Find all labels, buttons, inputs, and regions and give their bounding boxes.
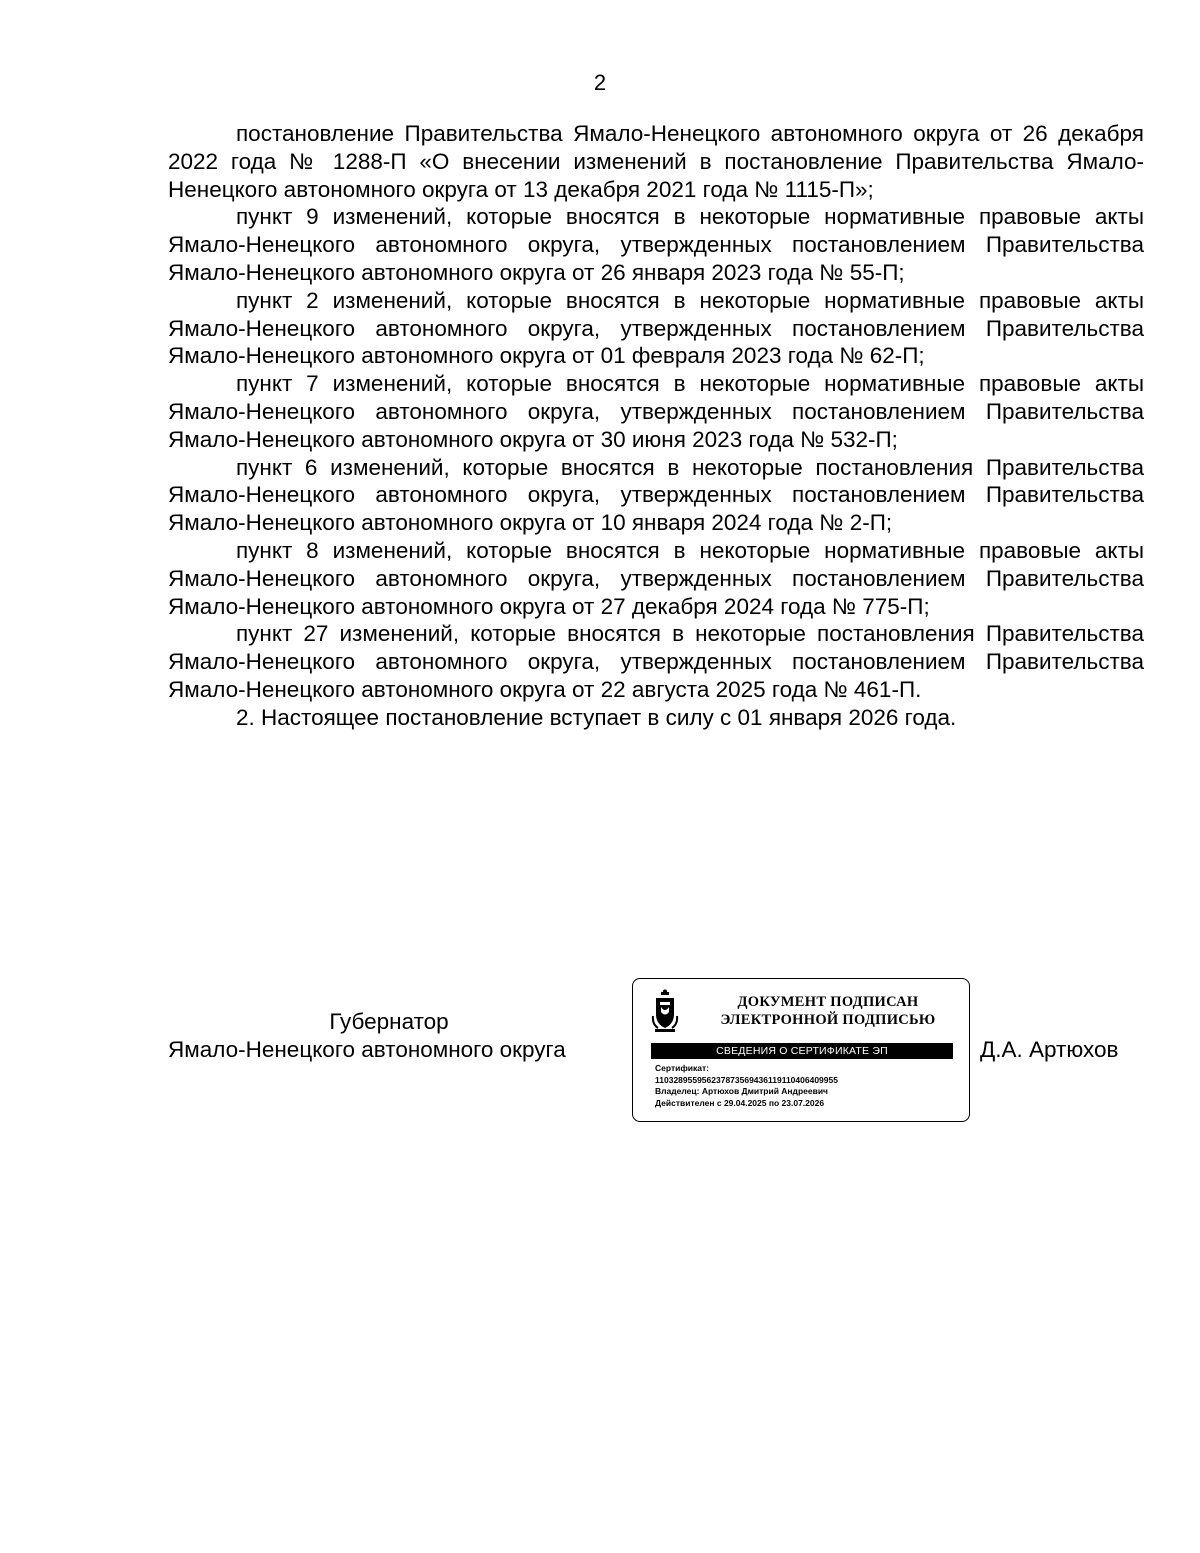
document-body (168, 120, 1144, 732)
paragraph: пункт 2 изменений, которые вносятся в некоторые нормативные правовые акты Ямало-Ненецкого автономного округа, утвержденных постановлением Правительства Ямало-Ненецкого автономного округа от 01 февраля 2023 года № 62-П; (168, 287, 1144, 369)
paragraph: 2. Настоящее постановление вступает в силу с 01 января 2026 года. (236, 704, 957, 730)
certificate-info (655, 1063, 838, 1109)
signer-name: Д.А. Артюхов (980, 1037, 1119, 1062)
position-title: Губернатор (329, 1009, 449, 1034)
certificate-validity: Действителен с 29.04.2025 по 23.07.2026 (655, 1097, 825, 1108)
paragraph: пункт 7 изменений, которые вносятся в некоторые нормативные правовые акты Ямало-Ненецкого автономного округа, утвержденных постановлением Правительства Ямало-Ненецкого автономного округа от 30 июня 2023 года № 532-П; (168, 371, 1144, 452)
certificate-owner: Владелец: Артюхов Дмитрий Андреевич (655, 1086, 828, 1096)
certificate-header-bar: СВЕДЕНИЯ О СЕРТИФИКАТЕ ЭП (651, 1043, 953, 1059)
certificate-label: Сертификат: (655, 1063, 709, 1073)
signer-position (168, 1008, 620, 1064)
paragraph: пункт 6 изменений, которые вносятся в некоторые постановления Правительства Ямало-Ненецкого автономного округа, утвержденных постановлением Правительства Ямало-Ненецкого автономного округа от 10 января 2024 года № 2-П; (168, 454, 1144, 536)
stamp-title (693, 993, 963, 1029)
paragraph: пункт 27 изменений, которые вносятся в некоторые постановления Правительства Ямало-Ненецкого автономного округа, утвержденных постановлением Правительства Ямало-Ненецкого автономного округа от 22 августа 2025 года № 461-П. (168, 621, 1144, 702)
stamp-title-line: ЭЛЕКТРОННОЙ ПОДПИСЬЮ (720, 1012, 936, 1028)
position-region: Ямало-Ненецкого автономного округа (168, 1037, 566, 1062)
coat-of-arms-icon (651, 989, 679, 1033)
paragraph: пункт 8 изменений, которые вносятся в некоторые нормативные правовые акты Ямало-Ненецкого автономного округа, утвержденных постановлением Правительства Ямало-Ненецкого автономного округа от 27 декабря 2024 года № 775-П; (168, 537, 1144, 619)
page-number: 2 (593, 70, 607, 95)
paragraph: постановление Правительства Ямало-Ненецкого автономного округа от 26 декабря 2022 года № 1288-П «О внесении изменений в постановление Правительства Ямало-Ненецкого автономного округа от 13 декабря 2021 года № 1115-П»; (168, 121, 1144, 202)
electronic-signature-stamp (632, 978, 970, 1122)
certificate-number: 110328955956237873569436119110406409955 (655, 1074, 838, 1085)
stamp-title-line: ДОКУМЕНТ ПОДПИСАН (737, 994, 919, 1010)
paragraph: пункт 9 изменений, которые вносятся в некоторые нормативные правовые акты Ямало-Ненецкого автономного округа, утвержденных постановлением Правительства Ямало-Ненецкого автономного округа от 26 января 2023 года № 55-П; (168, 204, 1144, 285)
